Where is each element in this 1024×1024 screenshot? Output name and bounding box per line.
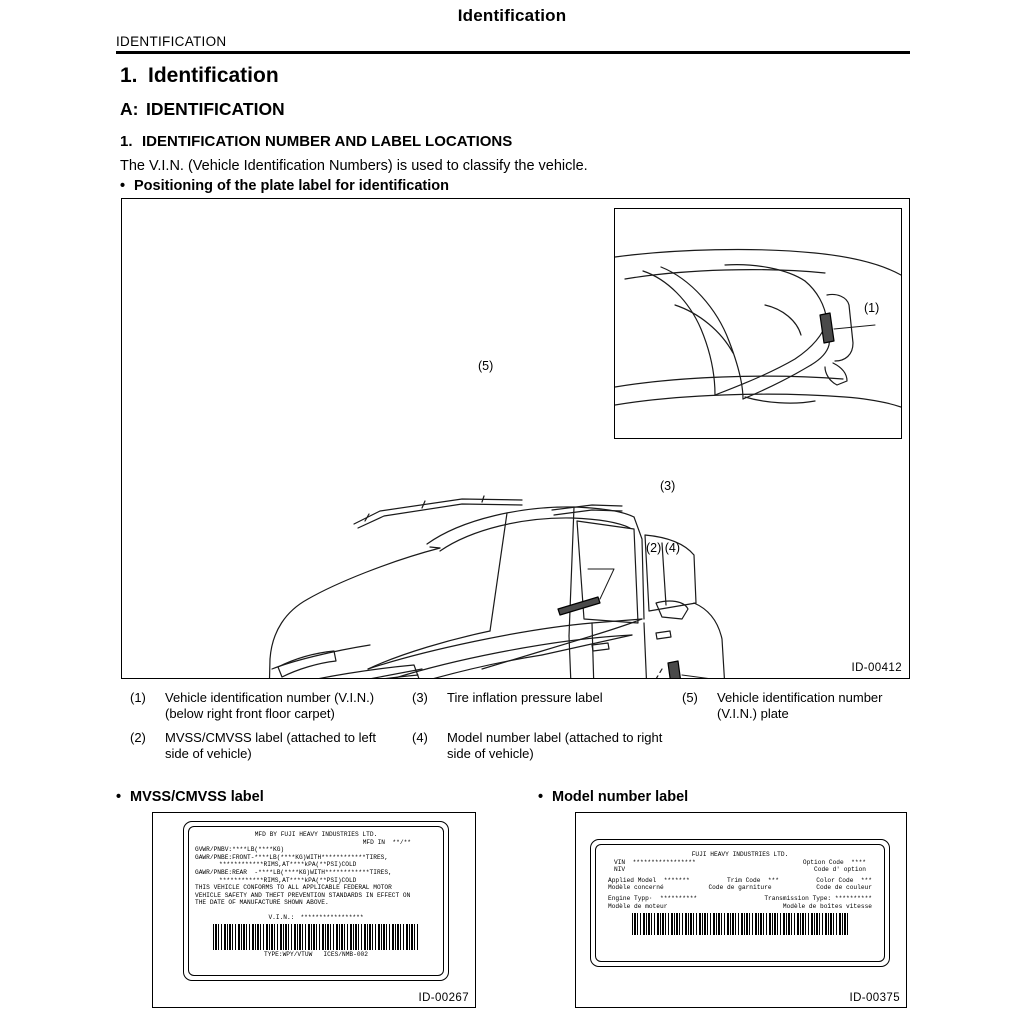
model-row-engine: [602, 895, 878, 903]
legend-item-4: [403, 730, 673, 761]
mvss-line-3: GVWR/PNBV:****LB(****KG): [195, 846, 285, 854]
inset-drawing: [615, 209, 901, 438]
mvss-vin-label: V.I.N.:: [268, 913, 295, 921]
legend-index: (3): [412, 690, 428, 705]
bullet-model-label-text: Model number label: [552, 789, 689, 805]
vin-location-inset: [614, 208, 902, 439]
model-engine-type: Engine Typp· **********: [608, 894, 698, 902]
legend-text: Vehicle identification number (V.I.N.) (below right front floor carpet): [165, 690, 375, 721]
model-code-option: Code d' option: [814, 866, 866, 874]
model-applied-model-fr: Modèle concerné: [608, 884, 664, 892]
mvss-vin-line: [195, 914, 437, 922]
legend-text: Vehicle identification number (V.I.N.) plate: [717, 690, 883, 721]
model-row-engine-fr: [602, 903, 878, 911]
model-label-plate-inner: [595, 844, 885, 962]
legend-item-empty: [673, 730, 908, 761]
legend-row: [121, 730, 910, 770]
model-niv: NIV: [614, 866, 626, 874]
model-applied-model: Applied Model *******: [608, 876, 690, 884]
legend-index: (1): [130, 690, 146, 705]
figure-legend: [121, 690, 910, 770]
mvss-figure-id: ID-00267: [418, 992, 469, 1004]
model-trim-code: Trim Code ***: [727, 876, 779, 884]
mvss-line-10: THE DATE OF MANUFACTURE SHOWN ABOVE.: [195, 899, 329, 907]
bullet-positioning: [120, 178, 449, 194]
model-row-niv: [602, 866, 878, 874]
heading-level-1: [120, 64, 279, 88]
figure-id: ID-00412: [851, 662, 902, 674]
legend-row: [121, 690, 910, 730]
body-paragraph: The V.I.N. (Vehicle Identification Numbers) is used to classify the vehicle.: [120, 158, 588, 174]
bullet-dot-icon: •: [116, 789, 122, 805]
bullet-mvss-label: [116, 789, 264, 805]
legend-item-1: [121, 690, 403, 721]
page-title: Identification: [457, 6, 567, 25]
callout-5: (5): [478, 359, 494, 373]
model-vin: VIN *****************: [614, 858, 696, 866]
heading-2-text: IDENTIFICATION: [146, 99, 285, 119]
bullet-dot-icon: •: [120, 178, 126, 194]
legend-index: (4): [412, 730, 428, 745]
bullet-positioning-label: Positioning of the plate label for identification: [134, 178, 449, 194]
mvss-line-9: VEHICLE SAFETY AND THEFT PREVENTION STANDARDS IN EFFECT ON: [195, 891, 411, 899]
model-row-applied-fr: [602, 884, 878, 892]
model-barcode: [632, 913, 848, 935]
model-line-1: FUJI HEAVY INDUSTRIES LTD.: [691, 851, 789, 858]
heading-level-2: [120, 99, 285, 120]
mvss-line-4: GAWR/PNBE:FRONT-****LB(****KG)WITH************TIRES,: [195, 853, 389, 861]
heading-1-number: 1.: [120, 64, 138, 87]
model-figure-id: ID-00375: [849, 992, 900, 1004]
mvss-barcode: [213, 924, 419, 950]
heading-1-text: Identification: [148, 64, 279, 87]
model-engine-type-fr: Modèle de moteur: [608, 902, 668, 910]
legend-index: (5): [682, 690, 698, 705]
bullet-mvss-label-text: MVSS/CMVSS label: [130, 789, 264, 805]
model-row-vin: [602, 859, 878, 867]
legend-item-5: [673, 690, 908, 721]
model-transmission-type-fr: Modèle de boîtes vitesse: [782, 902, 872, 910]
mvss-vin-value: *****************: [300, 913, 364, 921]
mvss-label-figure: [152, 812, 476, 1008]
section-header: IDENTIFICATION: [116, 34, 227, 49]
legend-index: (2): [130, 730, 146, 745]
heading-3-text: IDENTIFICATION NUMBER AND LABEL LOCATIONS: [142, 133, 513, 150]
callout-3: (3): [660, 479, 676, 493]
model-label-figure: [575, 812, 907, 1008]
legend-text: Model number label (attached to right side of vehicle): [447, 730, 663, 761]
mvss-label-plate: [183, 821, 449, 981]
mvss-line-5: ************RIMS,AT****kPA(**PSI)COLD: [219, 861, 357, 869]
legend-text: Tire inflation pressure label: [447, 690, 603, 705]
model-color-code-fr: Code de couleur: [816, 884, 872, 892]
mvss-line-2: MFD IN **/**: [362, 838, 411, 846]
heading-2-number: A:: [120, 99, 139, 119]
callout-2-4: (2) (4): [646, 541, 681, 555]
model-row-applied: [602, 877, 878, 885]
model-label-plate: [590, 839, 890, 967]
heading-3-number: 1.: [120, 133, 133, 150]
legend-item-2: [121, 730, 403, 761]
heading-level-3: [120, 133, 512, 150]
header-divider: [116, 51, 910, 54]
vehicle-illustration-figure: [121, 198, 910, 679]
model-trim-code-fr: Code de garniture: [708, 884, 772, 892]
mvss-type-line: TYPE:WPY/VTUW ICES/NMB-002: [264, 950, 368, 958]
bullet-model-label: [538, 789, 688, 805]
model-option-code: Option Code ****: [802, 858, 866, 866]
callout-1: (1): [864, 301, 880, 315]
mvss-line-1: MFD BY FUJI HEAVY INDUSTRIES LTD.: [254, 831, 378, 838]
mvss-label-plate-inner: [188, 826, 444, 976]
mvss-line-6: GAWR/PNBE:REAR -****LB(****KG)WITH************TIRES,: [195, 868, 392, 876]
bullet-dot-icon: •: [538, 789, 544, 805]
legend-text: MVSS/CMVSS label (attached to left side of vehicle): [165, 730, 376, 761]
legend-item-3: [403, 690, 673, 721]
model-color-code: Color Code ***: [816, 876, 872, 884]
model-transmission-type: Transmission Type: **********: [764, 894, 872, 902]
mvss-line-7: ************RIMS,AT****kPA(**PSI)COLD: [219, 876, 357, 884]
mvss-line-8: THIS VEHICLE CONFORMS TO ALL APPLICABLE FEDERAL MOTOR: [195, 884, 392, 892]
